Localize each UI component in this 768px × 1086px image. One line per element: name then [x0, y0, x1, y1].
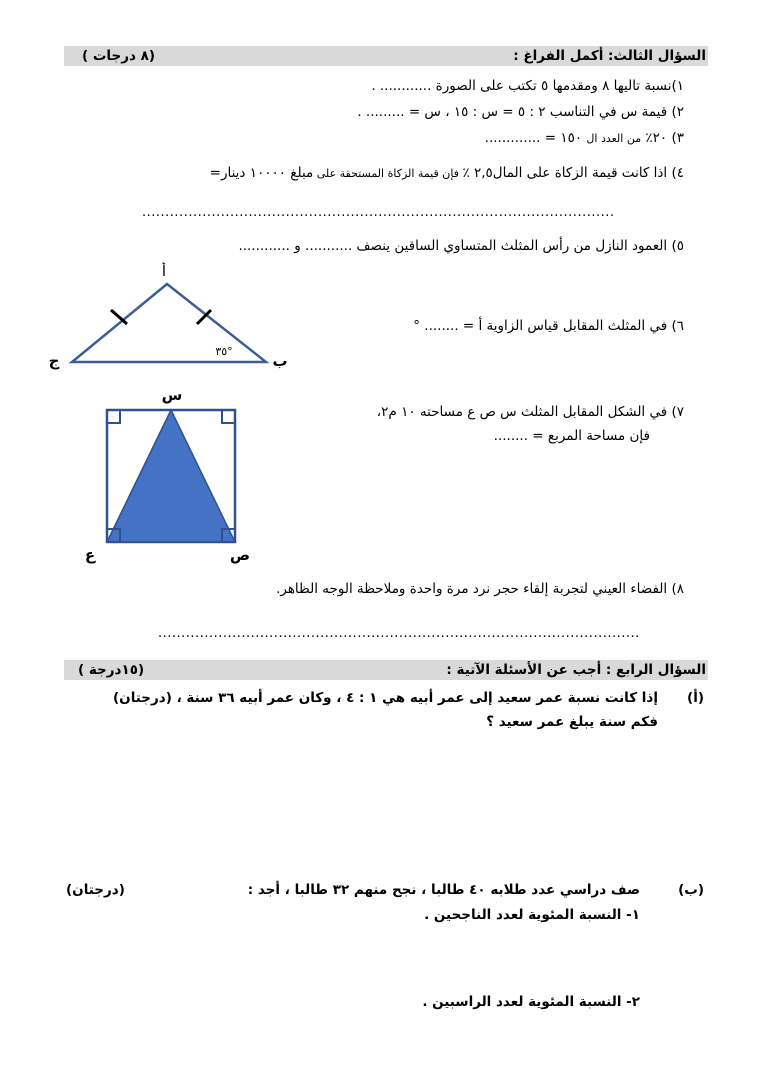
question-3-part-a: ٣) ٢٠٪ [641, 130, 684, 146]
right-angle-marker-top-right [222, 410, 235, 423]
question-3-part-b: من العدد ال [586, 132, 642, 145]
question-4-answer-line: ...................................................................................................... [142, 205, 615, 220]
question-7-line1: ٧) في الشكل المقابل المثلث س ص ع مساحته ١٠ م٢، [376, 404, 684, 420]
question-b-item2: ٢- النسبة المئوية لعدد الراسبين . [422, 994, 640, 1010]
vertex-ain-label: ع [84, 546, 96, 564]
angle-label: ٣٥° [215, 345, 233, 358]
question-6: ٦) في المثلث المقابل قياس الزاوية أ = ........ ° [413, 318, 684, 334]
question-3 [485, 130, 684, 146]
question-7-line2: فإن مساحة المربع = ........ [493, 428, 650, 444]
section3-title: السؤال الثالث: أكمل الفراغ : [513, 48, 706, 64]
triangle-shape [72, 284, 266, 362]
triangle-xyz-shape [107, 410, 235, 542]
question-1: ١)نسبة تاليها ٨ ومقدمها ٥ تكتب على الصورة ............ . [371, 78, 684, 94]
question-4-part-a: ٤) اذا كانت قيمة الزكاة على المال٢,٥ ٪ [462, 165, 684, 181]
right-angle-marker-top-left [107, 410, 120, 423]
question-5: ٥) العمود النازل من رأس المثلث المتساوي الساقين ينصف ........... و ............ [238, 238, 684, 254]
question-4-part-c: مبلغ ١٠٠٠٠ دينار= [209, 165, 314, 181]
question-4 [210, 165, 684, 181]
question-a-label: (أ) [687, 690, 704, 706]
question-3-part-c: ١٥٠ = ............. [484, 130, 587, 146]
section4-marks: (١٥درجة ) [78, 662, 145, 678]
question-a-line2: فكم سنة يبلغ عمر سعيد ؟ [486, 714, 658, 730]
question-b-item1: ١- النسبة المئوية لعدد الناجحين . [424, 907, 640, 923]
isosceles-triangle-figure [40, 262, 300, 372]
question-b-marks: (درجتان) [66, 882, 125, 898]
section3-marks: (٨ درجات ) [82, 48, 156, 64]
question-2: ٢) قيمة س في التناسب ٢ : ٥ = س : ١٥ ، س = ......... . [357, 104, 684, 120]
section3-header [64, 46, 708, 66]
question-a-line1: إذا كانت نسبة عمر سعيد إلى عمر أبيه هي ١ : ٤ ، وكان عمر أبيه ٣٦ سنة ، (درجتان) [113, 690, 658, 706]
square-triangle-figure [72, 382, 272, 572]
vertex-j-label: ج [48, 352, 60, 370]
question-b-label: (ب) [678, 882, 704, 898]
vertex-a-label: أ [161, 262, 167, 280]
vertex-sad-label: ص [229, 546, 251, 564]
question-8-answer-line: ........................................................................................................ [158, 626, 640, 641]
question-b-line1: صف دراسي عدد طلابه ٤٠ طالبا ، نجح منهم ٣٢ طالبا ، أجد : [247, 882, 640, 898]
question-8: ٨) الفضاء العيني لتجربة إلقاء حجر نرد مرة واحدة وملاحظة الوجه الظاهر. [276, 581, 684, 597]
vertex-b-label: ب [272, 352, 288, 370]
question-4-part-b: فإن قيمة الزكاة المستحقة على [313, 167, 463, 180]
section4-header [64, 660, 708, 680]
section4-title: السؤال الرابع : أجب عن الأسئلة الآتية : [446, 662, 706, 678]
vertex-s-label: س [161, 386, 183, 404]
